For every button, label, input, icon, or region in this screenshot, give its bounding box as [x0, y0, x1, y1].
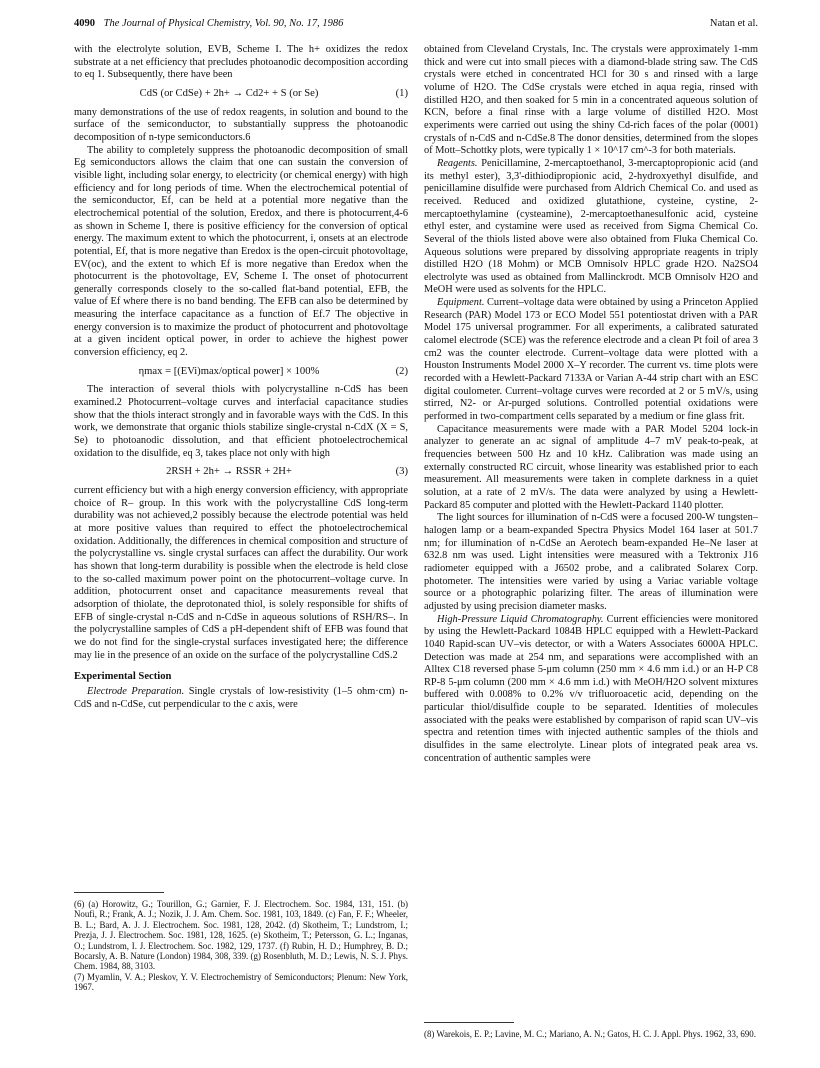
paragraph	[74, 686, 408, 711]
section-heading: Experimental Section	[74, 671, 172, 683]
paragraph	[424, 614, 758, 766]
paragraph-text: Current–voltage data were obtained by using a Princeton Applied Research (PAR) Model 173 or ECO Model 551 potentiostat driven with a PAR Model 175 universal programmer. For all experiments, a calibrated saturated calomel electrode (SCE) was the reference electrode and a clean Pt foil of area 3 cm2 was the counter electrode. Current–voltage data were plotted with a Houston Instruments Model 2000 X–Y recorder. The current vs. time plots were recorded with a Hewlett-Packard 7133A or Varian A-44 strip chart with an ESC digital coulometer. Current–voltage curves were recorded at 2 or 5 mV/s, using stirred, N2- or Ar-purged solutions. Controlled potential oxidations were performed in two-compartment cells separated by a medium or fine glass frit.	[424, 297, 758, 423]
equation-body: ηmax = [(EVi)max/optical power] × 100%	[138, 365, 320, 377]
paragraph: many demonstrations of the use of redox reagents, in solution and bound to the surface of the semiconductor, to substantially suppress the photoanodic decomposition of n-type semiconductors.6	[74, 106, 408, 143]
footnote-8: (8) Warekois, E. P.; Lavine, M. C.; Mariano, A. N.; Gatos, H. C. J. Appl. Phys. 1962, 33, 690.	[424, 1029, 756, 1039]
running-header	[74, 18, 758, 34]
paragraph: with the electrolyte solution, EVB, Scheme I. The h+ oxidizes the redox substrate at a net efficiency that precludes photoanodic decomposition according to eq 1. Subsequently, there have been	[74, 44, 408, 81]
paragraph: current efficiency but with a high energy conversion efficiency, with appropriate choice of R– group. In this work with the polycrystalline CdS long-term durability was not achieved,2 possibly because the electrode potential was held at more positive values than required to effect the photoelectrochemical oxidation. Additionally, the differences in chemical composition and structure of the polycrystalline vs. single crystal surfaces can affect the durability. Our work has shown that long-term durability is possible when the electrode is held close to the so-called maximum power point on the photocurrent–voltage curve. In addition, photocurrent onset and capacitance measurements reveal that adsorption of thiolate, the deprotonated thiol, is solely responsible for shifts of EFB of single-crystal n-CdS and n-CdSe in aqueous solutions of RSH/RS–. In the polycrystalline samples of CdS a pH-dependent shift of EFB was found that we do not find for the single-crystal surfaces investigated here; the difference may lie in the presence of an oxide on the surface of the polycrystalline CdS.2	[74, 485, 408, 661]
run-in-heading: Electrode Preparation.	[87, 685, 185, 697]
equation-number: (3)	[395, 466, 408, 478]
journal-citation: The Journal of Physical Chemistry, Vol. 90, No. 17, 1986	[103, 18, 344, 29]
equation-body: 2RSH + 2h+ → RSSR + 2H+	[166, 466, 292, 478]
equation-number: (2)	[395, 365, 408, 377]
right-column	[424, 44, 758, 765]
running-authors: Natan et al.	[709, 18, 758, 29]
footnote-rule	[74, 892, 164, 893]
footnotes-left	[74, 882, 408, 993]
paragraph: The ability to completely suppress the photoanodic decomposition of small Eg semiconductors allows the claim that one can sustain the conversion of visible light, including solar energy, to electricity (or chemical energy) with high efficiency and for long periods of time. When the electrochemical potential of the semiconductor, Ef, can be held at a potential more negative than the electrochemical potential of the solution, Eredox, and there is photocurrent,4-6 as shown in Scheme I, there is positive efficiency for the conversion of optical energy. The maximum extent to which the photocurrent, i, onsets at an electrode potential, Ef, that is more negative than Eredox is the open-circuit photovoltage, EV(oc), and the extent to which Ef is more negative than Eredox when the photocurrent is the photovoltage, EV, Scheme I. The onset of photocurrent generally corresponds closely to the so-called flat-band potential, EFB, the value of Ef where there is no band bending. The EFB can also be determined by measuring the interface capacitance as a function of Ef.7 The objective in energy conversion is to maximize the product of photocurrent and photovoltage at a given incident optical power, in order to achieve the highest power conversion efficiency, eq 2.	[74, 144, 408, 359]
paragraph-text: Penicillamine, 2-mercaptoethanol, 3-mercaptopropionic acid (and its methyl ester), 3,3'-dithiodipropionic acid, 2-hydroxyethyl disulfide, and penicillamine disulfide were purchased from Aldrich Chemical Co. and used as received. Reduced and oxidized glutathione, cysteine, cystine, 2-mercaptoethylamine (cysteamine), 2-mercaptoethanesulfonic acid, cysteine ethyl ester, and cystamine were used as received from Sigma Chemical Co. Several of the thiols listed above were also obtained from Fluka Chemical Co. Aqueous solutions were prepared by dissolving appropriate reagents in triply distilled H2O (18 Mohm) or MCB Omnisolv HPLC grade H2O. Na2SO4 electrolyte was used as obtained from Mallinckrodt. MCB Omnisolv H2O and MeOH were used as solvents for the HPLC.	[424, 157, 758, 296]
paragraph: The interaction of several thiols with polycrystalline n-CdS has been examined.2 Photocurrent–voltage curves and interfacial capacitance studies show that the thiols interact strongly and in favorable ways with the CdS. In this work, we demonstrate that organic thiols stabilize single-crystal n-CdX (X = S, Se) to photoanodic dissolution, and that efficient photoelectrochemical oxidation to the disulfide, eq 3, takes place not only with high	[74, 384, 408, 459]
paragraph	[424, 297, 758, 424]
equation-2	[74, 366, 408, 379]
run-in-heading: High-Pressure Liquid Chromatography.	[437, 613, 604, 625]
footnote-7: (7) Myamlin, V. A.; Pleskov, Y. V. Electrochemistry of Semiconductors; Plenum: New York, 1967.	[74, 971, 408, 993]
equation-3	[74, 466, 408, 479]
footnotes-right	[424, 1012, 758, 1039]
footnote-rule	[424, 1022, 514, 1023]
equation-number: (1)	[395, 87, 408, 99]
left-column	[74, 44, 408, 711]
run-in-heading: Reagents.	[437, 157, 478, 169]
paragraph-text: Single crystals of low-resistivity (1–5 ohm·cm) n-CdS and n-CdSe, cut perpendicular to the c axis, were	[74, 685, 408, 710]
paragraph-text: Current efficiencies were monitored by using the Hewlett-Packard 1084B HPLC equipped with a Hewlett-Packard 1040 Rapid-scan UV–vis detector, or with a Waters Associates 6000A HPLC. Detection was made at 254 nm, and separations were accomplished with an Alltex C18 reversed phase 5-μm column (250 mm × 4.6 mm i.d.) or an H-P C8 RP-8 5-μm column (200 mm × 4.6 mm i.d.) with MeOH/H2O solvent mixtures buffered with 0.008% to 0.2% v/v trifluoroacetic acid, depending on the particular thiol/disulfide couple to be separated. Identities of molecules associated with the peaks were established by comparison of rapid scan UV–vis spectra and retention times with injected authentic samples of the thiols and disulfides in the same electrolyte. Linear plots of integrated peak area vs. concentration of authentic samples were	[424, 613, 758, 764]
equation-1	[74, 88, 408, 101]
run-in-heading: Equipment.	[437, 297, 485, 309]
paragraph: obtained from Cleveland Crystals, Inc. The crystals were approximately 1-mm thick and were cut into small pieces with a diamond-blade string saw. The CdS crystals were etched in concentrated HCl for 30 s and rinsed with a large volume of H2O. The CdSe crystals were etched in aqua regia, rinsed with distilled H2O, and then soaked for 5 min in a concentrated aqueous solution of KCN, before a final rinse with a large volume of distilled H2O. Most experiments were carried out using the shiny Cd-rich faces of the polar (0001) crystals of n-CdS and n-CdSe.8 The donor densities, determined from the slopes of Mott–Schottky plots, were typically 1 × 10^17 cm^-3 for both materials.	[424, 44, 758, 157]
paragraph	[424, 158, 758, 297]
equation-body: CdS (or CdSe) + 2h+ → Cd2+ + S (or Se)	[139, 87, 319, 99]
paragraph: Capacitance measurements were made with a PAR Model 5204 lock-in analyzer to generate an ac signal of amplitude 4–7 mV peak-to-peak, at frequencies between 500 Hz and 10 kHz. Calibration was made using an externally constructed RC circuit, whose linearity was established prior to each measurement. All measurements were taken in complete darkness in a quiet solution, at a rate of 2 mV/s. The data were analyzed by using a Hewlett-Packard 85 computer and plotted with the Hewlett-Packard 1140 plotter.	[424, 423, 758, 511]
page-number: 4090	[74, 18, 95, 29]
paragraph: The light sources for illumination of n-CdS were a focused 200-W tungsten–halogen lamp or a beam-expanded Spectra Physics Model 164 laser at 501.7 nm; for illumination of n-CdSe an Aerotech beam-expanded He–Ne laser at 632.8 nm was used. Light intensities were measured with a Tektronix J16 radiometer equipped with a J6502 probe, and a calibrated Solarex Corp. photometer. The intensities were varied by using a Variac variable voltage source or a photographic polarizing filter. The areas of illumination were adjusted by using precision diameter masks.	[424, 512, 758, 612]
footnote-6: (6) (a) Horowitz, G.; Tourillon, G.; Garnier, F. J. Electrochem. Soc. 1984, 131, 151. (b) Noufi, R.; Frank, A. J.; Nozik, J. J. Am. Chem. Soc. 1981, 103, 1849. (c) Fan, F. F.; Wheeler, B. L.; Bard, A. J. J. Electrochem. Soc. 1981, 128, 2042. (d) Skotheim, T.; Lundstrom, I.; Prezja, J. J. Electrochem. Soc. 1981, 128, 1625. (e) Skotheim, T.; Petersson, G. L.; Inganas, O.; Lundstrom, I. J. Electrochem. Soc. 1982, 129, 1737. (f) Rubin, H. D.; Humphrey, B. D.; Bocarsly, A. B. Nature (London) 1984, 308, 339. (g) Rosenbluth, M. D.; Lewis, N. S. J. Phys. Chem. 1984, 88, 3103.	[74, 899, 408, 972]
